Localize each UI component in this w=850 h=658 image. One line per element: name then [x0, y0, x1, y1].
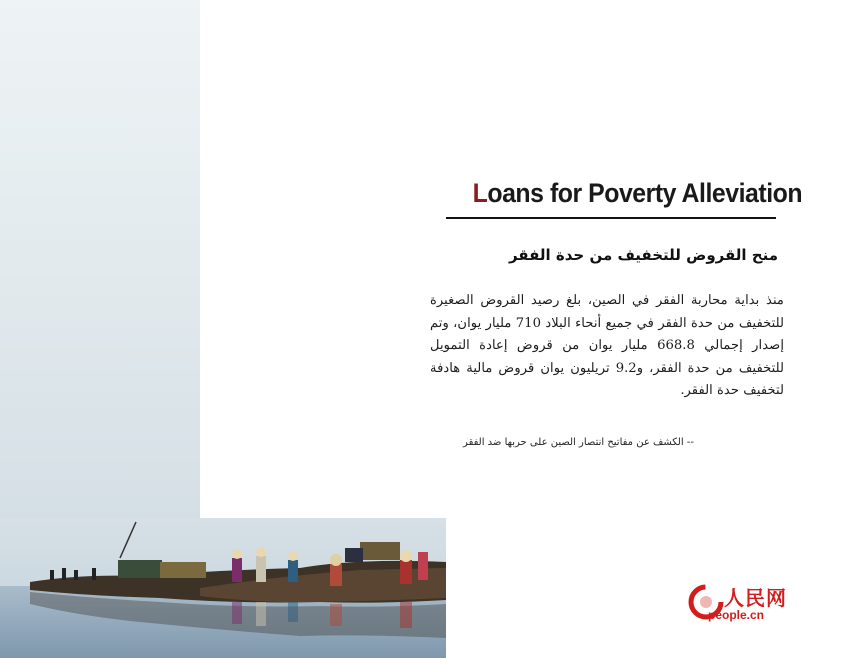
source-citation: -- الكشف عن مفاتيح انتصار الصين على حربها ضد الفقر [463, 437, 694, 448]
tidal-flat-workers-photo [0, 518, 446, 658]
people-cn-logo [688, 582, 808, 626]
logo-english-text: people.cn [708, 608, 765, 622]
title-first-letter: L [472, 178, 488, 208]
arabic-heading: منح القروض للتخفيف من حدة الفقر [508, 246, 778, 264]
logo-chinese-text: 人民网 [724, 586, 787, 610]
title-block [444, 178, 803, 209]
page-title [473, 178, 802, 209]
left-gradient-panel [0, 0, 200, 520]
arabic-body-text: منذ بداية محاربة الفقر في الصين، بلغ رصيد القروض الصغيرة للتخفيف من حدة الفقر في جميع أنحاء البلاد 710 مليار يوان، وتم إصدار إجمالي 668.8 مليار يوان من قروض إعادة التمويل للتخفيف من حدة الفقر، و9.2 تريليون يوان قروض مالية هادفة لتخفيف حدة الفقر. [430, 293, 784, 398]
title-rest: oans for Poverty Alleviation [487, 178, 803, 208]
title-underline [446, 217, 776, 219]
